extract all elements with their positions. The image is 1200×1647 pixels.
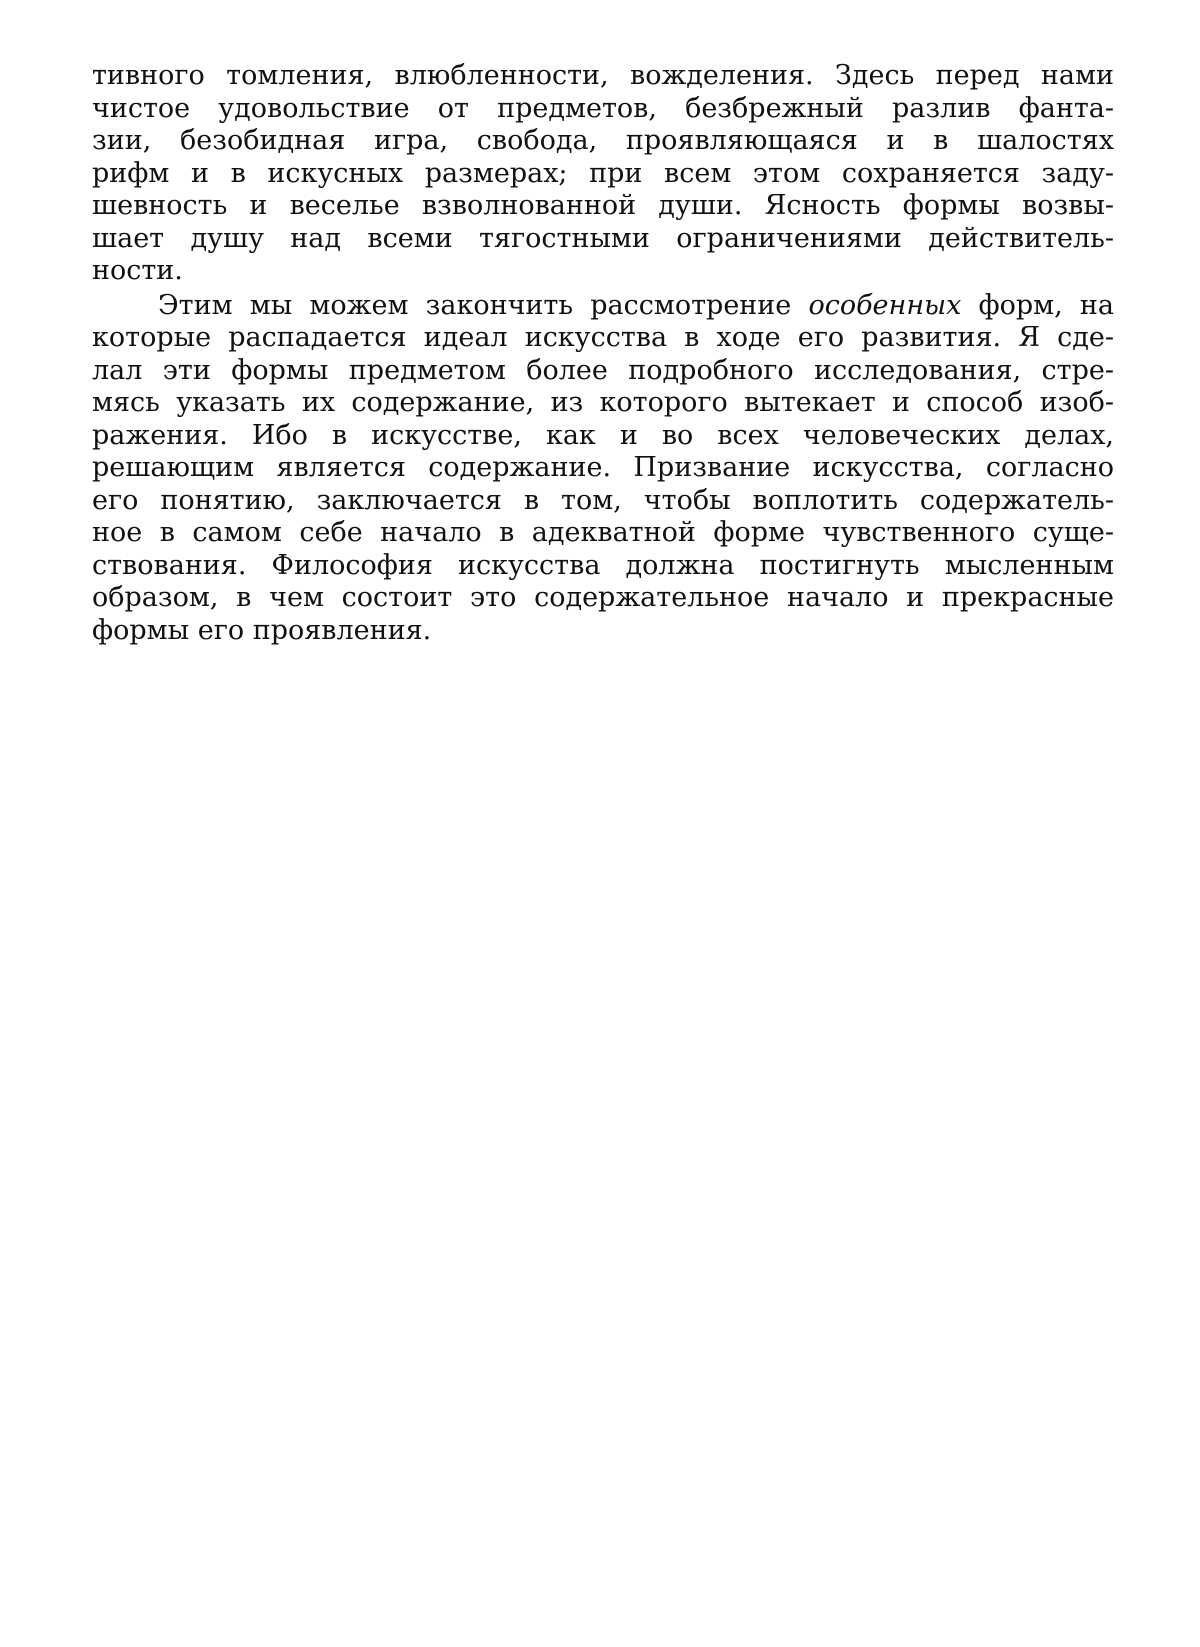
text-line: ности. [92,255,183,286]
paragraph-1 [92,60,1114,288]
text-line: его понятию, заключается в том, чтобы воплотить содержатель- [92,484,1114,516]
text-line: ражения. Ибо в искусстве, как и во всех человеческих делах, [92,419,1114,451]
emphasized-word: особенных [808,289,962,321]
body-text [92,60,1114,647]
text-line: лал эти формы предметом более подробного исследования, стре- [92,354,1114,386]
text-line: ствования. Философия искусства должна постигнуть мысленным [92,549,1114,581]
paragraph-2 [92,290,1114,648]
text-line: зии, безобидная игра, свобода, проявляющаяся и в шалостях [92,125,1114,156]
text-line: шает душу над всеми тягостными ограничениями действитель- [92,222,1114,254]
text-line: мясь указать их содержание, из которого вытекает и способ изоб- [92,387,1114,418]
text-line: шевность и веселье взволнованной души. Ясность формы возвы- [92,190,1114,221]
text-line: образом, в чем состоит это содержательное начало и прекрасные [92,582,1114,613]
text-run: Этим мы можем закончить рассмотрение [158,289,809,321]
text-line: рифм и в искусных размерах; при всем этом сохраняется заду- [92,157,1114,189]
text-line: которые распадается идеал искусства в ходе его развития. Я сде- [92,322,1114,353]
text-line: тивного томления, влюбленности, вожделения. Здесь перед нами [92,60,1114,91]
text-line: формы его проявления. [92,614,432,646]
text-line: ное в самом себе начало в адекватной форме чувственного суще- [92,517,1114,548]
text-line: чистое удовольствие от предметов, безбрежный разлив фанта- [92,92,1114,124]
text-run: форм, на [961,289,1114,321]
text-line: решающим является содержание. Призвание искусства, согласно [92,452,1114,483]
text-line-first [92,290,1114,323]
